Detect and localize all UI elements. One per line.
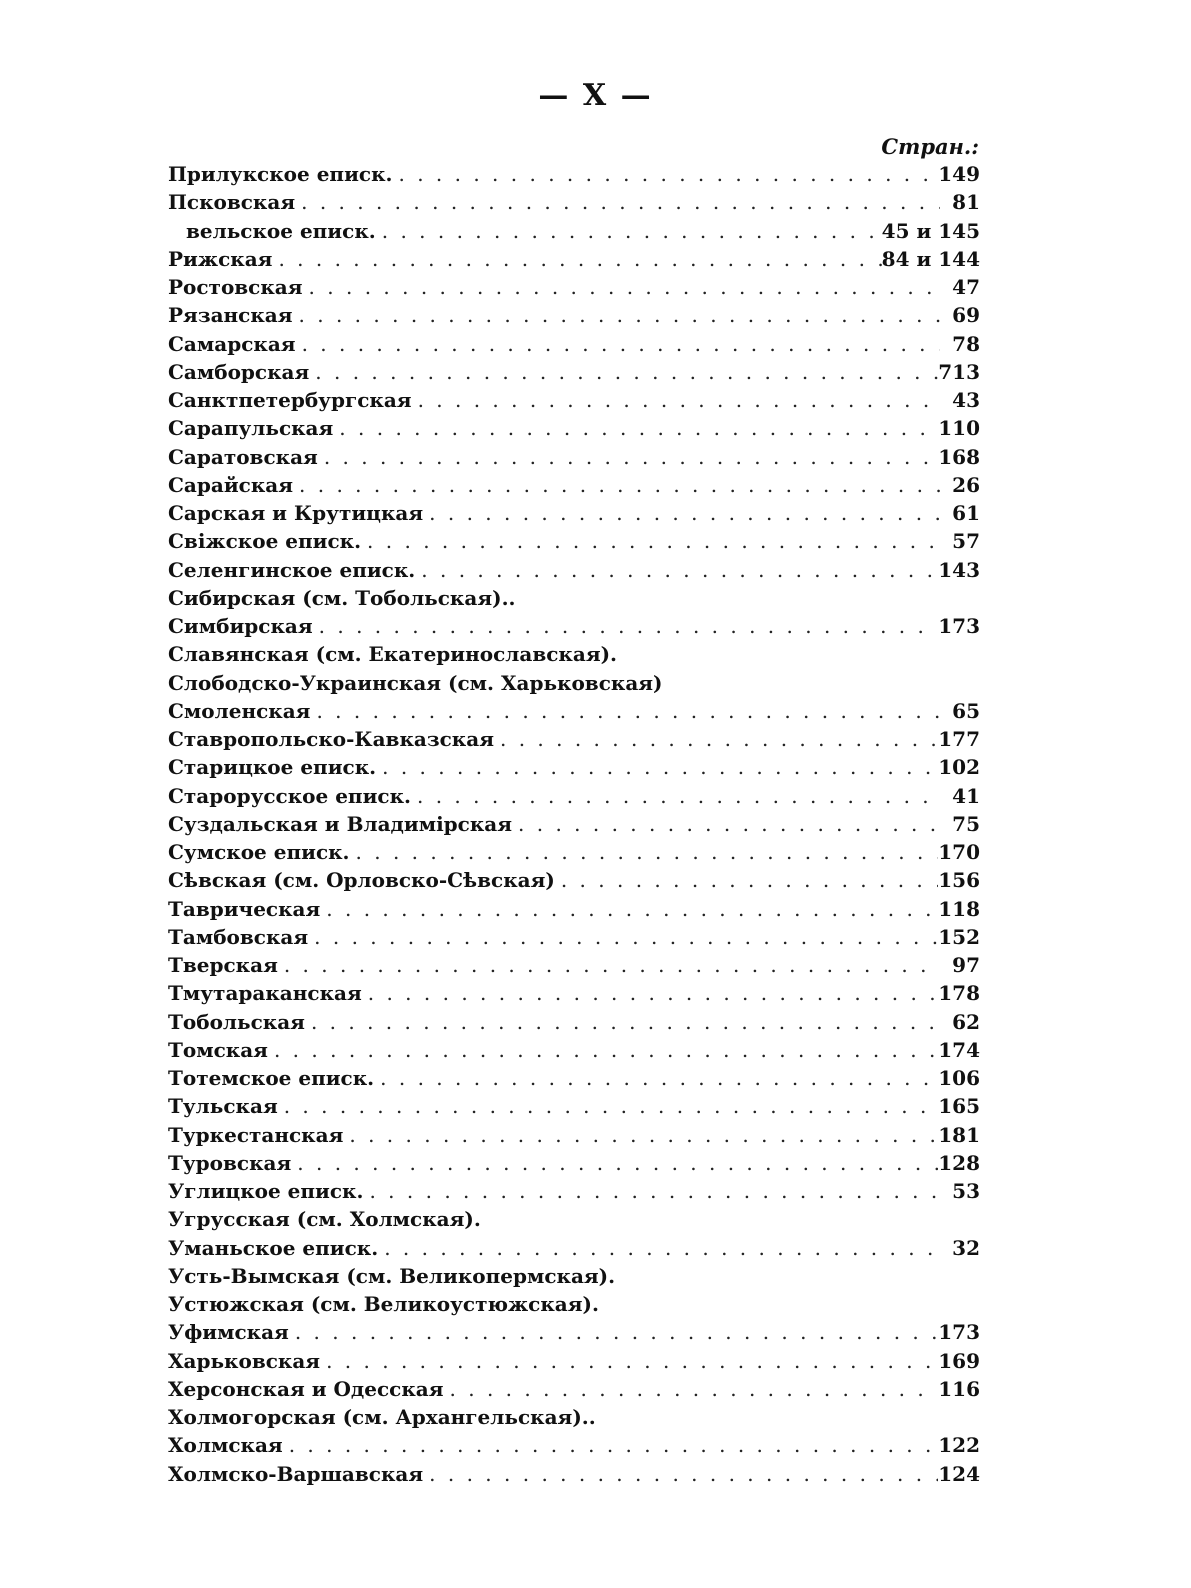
index-entry bbox=[168, 301, 980, 329]
entry-label: Симбирская bbox=[168, 614, 313, 638]
entry-label: Старорусское еписк. bbox=[168, 783, 411, 808]
entry-label: Устюжская (см. Великоустюжская). bbox=[168, 1292, 599, 1316]
entry-label: Славянская (см. Екатеринославская). bbox=[168, 642, 618, 667]
index-entry bbox=[168, 188, 980, 216]
index-entry bbox=[168, 527, 980, 555]
entry-page-number: 149 bbox=[938, 162, 980, 186]
dot-leader bbox=[278, 951, 940, 979]
entry-page-number: 102 bbox=[938, 755, 980, 780]
index-entry bbox=[168, 612, 980, 640]
entry-page-number: 116 bbox=[938, 1376, 980, 1401]
index-entry bbox=[168, 895, 980, 923]
entry-page-number: 43 bbox=[952, 388, 980, 412]
index-entry bbox=[168, 923, 980, 951]
entry-label: Рижская bbox=[168, 246, 273, 271]
dot-leader bbox=[392, 160, 938, 188]
index-entry bbox=[168, 697, 980, 725]
index-entry bbox=[168, 330, 980, 358]
index-entry bbox=[168, 1234, 980, 1262]
entry-page-number: 165 bbox=[938, 1094, 980, 1119]
dot-leader bbox=[363, 1177, 940, 1205]
entry-page-number: 57 bbox=[952, 529, 980, 554]
entry-label: Тотемское еписк. bbox=[168, 1066, 375, 1090]
dot-leader bbox=[268, 1036, 938, 1064]
entry-label: Тверская bbox=[168, 953, 278, 977]
entry-page-number: 152 bbox=[938, 924, 980, 949]
index-entry bbox=[168, 782, 980, 810]
entry-label: Херсонская и Одесская bbox=[168, 1376, 444, 1401]
entry-label: Тамбовская bbox=[168, 924, 309, 949]
entry-label: Углицкое еписк. bbox=[168, 1179, 364, 1203]
entry-label: Сарайская bbox=[168, 472, 294, 497]
dot-leader bbox=[415, 556, 938, 584]
entry-page-number: 168 bbox=[938, 444, 980, 469]
entry-label: Уфимская bbox=[168, 1320, 289, 1345]
entry-page-number: 61 bbox=[952, 501, 980, 525]
dot-leader bbox=[343, 1121, 938, 1149]
index-entry bbox=[168, 640, 980, 668]
dot-leader bbox=[320, 895, 938, 923]
page-column-header: Стран.: bbox=[881, 134, 979, 159]
dot-leader bbox=[313, 612, 939, 640]
entry-page-number: 124 bbox=[938, 1461, 980, 1486]
dot-leader bbox=[412, 386, 940, 414]
dot-leader bbox=[320, 1347, 938, 1375]
entry-label: Тобольская bbox=[168, 1009, 305, 1034]
entry-label: Томская bbox=[168, 1037, 268, 1062]
entry-label: Самборская bbox=[168, 359, 310, 384]
entry-label: Смоленская bbox=[168, 698, 311, 723]
index-entry bbox=[168, 386, 980, 414]
entry-label: Псковская bbox=[168, 190, 296, 215]
index-entry bbox=[168, 1460, 980, 1488]
dot-leader bbox=[295, 188, 940, 216]
entry-page-number: 62 bbox=[952, 1009, 980, 1034]
entry-page-number: 32 bbox=[952, 1235, 980, 1260]
entry-label: Селенгинское еписк. bbox=[168, 557, 416, 582]
dot-leader bbox=[296, 330, 940, 358]
index-entry bbox=[168, 1375, 980, 1403]
dot-leader bbox=[378, 1234, 940, 1262]
index-entry bbox=[168, 1177, 980, 1205]
dot-leader bbox=[376, 217, 882, 245]
entry-label: Прилукское еписк. bbox=[168, 162, 393, 186]
dot-leader bbox=[350, 838, 939, 866]
dot-leader bbox=[278, 1092, 939, 1120]
entry-page-number: 47 bbox=[952, 275, 980, 299]
index-entry bbox=[168, 753, 980, 781]
dot-leader bbox=[374, 1064, 938, 1092]
index-entry bbox=[168, 358, 980, 386]
index-entry bbox=[168, 866, 980, 894]
dot-leader bbox=[376, 753, 938, 781]
index-entry bbox=[168, 1149, 980, 1177]
dot-leader bbox=[305, 1008, 940, 1036]
dot-leader bbox=[309, 358, 938, 386]
dot-leader bbox=[283, 1431, 939, 1459]
dot-leader bbox=[289, 1318, 938, 1346]
entry-page-number: 65 bbox=[952, 698, 980, 723]
entry-label: Туркестанская bbox=[168, 1122, 344, 1147]
entry-page-number: 78 bbox=[952, 331, 980, 356]
entry-label: Санктпетербургская bbox=[168, 388, 412, 412]
entry-label: Саратовская bbox=[168, 444, 318, 469]
index-entry bbox=[168, 1121, 980, 1149]
entry-label: Рязанская bbox=[168, 303, 293, 328]
index-entry bbox=[168, 1431, 980, 1459]
entry-label: Таврическая bbox=[168, 896, 321, 921]
index-entry bbox=[168, 1036, 980, 1064]
entry-page-number: 128 bbox=[938, 1150, 980, 1175]
entry-page-number: 26 bbox=[952, 472, 980, 497]
entry-label: Туровская bbox=[168, 1150, 292, 1175]
entry-page-number: 143 bbox=[938, 557, 980, 582]
entry-page-number: 84 и 144 bbox=[881, 246, 980, 271]
dot-leader bbox=[444, 1375, 939, 1403]
index-entry bbox=[168, 1008, 980, 1036]
entry-page-number: 177 bbox=[938, 727, 980, 751]
entry-label: Уманьское еписк. bbox=[168, 1235, 379, 1260]
entry-label: Угрусская (см. Холмская). bbox=[168, 1207, 481, 1232]
entry-label: Холмогорская (см. Архангельская).. bbox=[168, 1405, 596, 1429]
index-entry bbox=[168, 273, 980, 301]
dot-leader bbox=[333, 414, 938, 442]
dot-leader bbox=[362, 979, 939, 1007]
index-entry bbox=[168, 556, 980, 584]
index-list bbox=[168, 160, 980, 1488]
index-entry bbox=[168, 245, 980, 273]
index-entry bbox=[168, 669, 980, 697]
entry-page-number: 97 bbox=[952, 953, 980, 977]
entry-label: Холмско-Варшавская bbox=[168, 1461, 424, 1486]
index-entry bbox=[168, 1347, 980, 1375]
entry-page-number: 170 bbox=[938, 840, 980, 864]
entry-label: вельское еписк. bbox=[186, 218, 376, 243]
entry-label: Усть-Вымская (см. Великопермская). bbox=[168, 1263, 616, 1288]
index-entry bbox=[168, 499, 980, 527]
dot-leader bbox=[423, 499, 940, 527]
entry-page-number: 122 bbox=[938, 1433, 980, 1458]
entry-label: Тульская bbox=[168, 1094, 278, 1119]
index-entry bbox=[168, 951, 980, 979]
entry-page-number: 81 bbox=[952, 190, 980, 215]
entry-page-number: 41 bbox=[952, 783, 980, 808]
dot-leader bbox=[318, 443, 938, 471]
entry-page-number: 174 bbox=[938, 1037, 980, 1062]
index-entry bbox=[168, 414, 980, 442]
entry-label: Самарская bbox=[168, 331, 296, 356]
index-entry bbox=[168, 838, 980, 866]
entry-label: Суздальская и Владимірская bbox=[168, 811, 513, 836]
index-entry bbox=[168, 471, 980, 499]
index-entry bbox=[168, 1205, 980, 1233]
index-entry bbox=[168, 1262, 980, 1290]
index-entry bbox=[168, 725, 980, 753]
entry-label: Сѣвская (см. Орловско-Сѣвская) bbox=[168, 868, 555, 893]
dot-leader bbox=[411, 782, 940, 810]
entry-page-number: 181 bbox=[938, 1122, 980, 1147]
entry-label: Сарская и Крутицкая bbox=[168, 501, 424, 525]
entry-label: Ростовская bbox=[168, 275, 303, 299]
entry-page-number: 69 bbox=[952, 303, 980, 328]
dot-leader bbox=[293, 301, 940, 329]
entry-label: Сибирская (см. Тобольская).. bbox=[168, 585, 516, 610]
entry-page-number: 53 bbox=[952, 1179, 980, 1203]
index-entry bbox=[168, 1092, 980, 1120]
entry-page-number: 713 bbox=[938, 359, 980, 384]
index-entry bbox=[168, 979, 980, 1007]
entry-label: Харьковская bbox=[168, 1348, 321, 1373]
entry-label: Старицкое еписк. bbox=[168, 755, 377, 780]
dot-leader bbox=[512, 810, 940, 838]
dot-leader bbox=[555, 866, 938, 894]
entry-label: Тмутараканская bbox=[168, 981, 362, 1006]
dot-leader bbox=[494, 725, 938, 753]
dot-leader bbox=[423, 1460, 938, 1488]
index-entry bbox=[168, 1290, 980, 1318]
dot-leader bbox=[308, 923, 938, 951]
index-entry bbox=[168, 160, 980, 188]
index-entry bbox=[168, 810, 980, 838]
entry-label: Холмская bbox=[168, 1433, 283, 1458]
index-entry bbox=[168, 443, 980, 471]
dot-leader bbox=[310, 697, 940, 725]
entry-page-number: 45 и 145 bbox=[881, 218, 980, 243]
index-entry bbox=[168, 217, 980, 245]
entry-page-number: 178 bbox=[938, 981, 980, 1006]
entry-label: Сарапульская bbox=[168, 416, 334, 441]
dot-leader bbox=[293, 471, 940, 499]
entry-page-number: 118 bbox=[938, 896, 980, 921]
page-title: — X — bbox=[538, 78, 653, 113]
entry-page-number: 75 bbox=[952, 811, 980, 836]
dot-leader bbox=[361, 527, 940, 555]
entry-page-number: 173 bbox=[938, 614, 980, 638]
entry-page-number: 106 bbox=[938, 1066, 980, 1090]
entry-page-number: 156 bbox=[938, 868, 980, 893]
index-entry bbox=[168, 584, 980, 612]
index-entry bbox=[168, 1318, 980, 1346]
entry-label: Сумское еписк. bbox=[168, 840, 350, 864]
entry-page-number: 173 bbox=[938, 1320, 980, 1345]
entry-label: Слободско-Украинская (см. Харьковская) bbox=[168, 670, 663, 695]
index-entry bbox=[168, 1403, 980, 1431]
dot-leader bbox=[272, 245, 881, 273]
entry-label: Ставропольско-Кавказская bbox=[168, 727, 494, 751]
dot-leader bbox=[303, 273, 940, 301]
index-entry bbox=[168, 1064, 980, 1092]
entry-page-number: 110 bbox=[938, 416, 980, 441]
entry-label: Свіжское еписк. bbox=[168, 529, 362, 554]
dot-leader bbox=[291, 1149, 938, 1177]
entry-page-number: 169 bbox=[938, 1348, 980, 1373]
